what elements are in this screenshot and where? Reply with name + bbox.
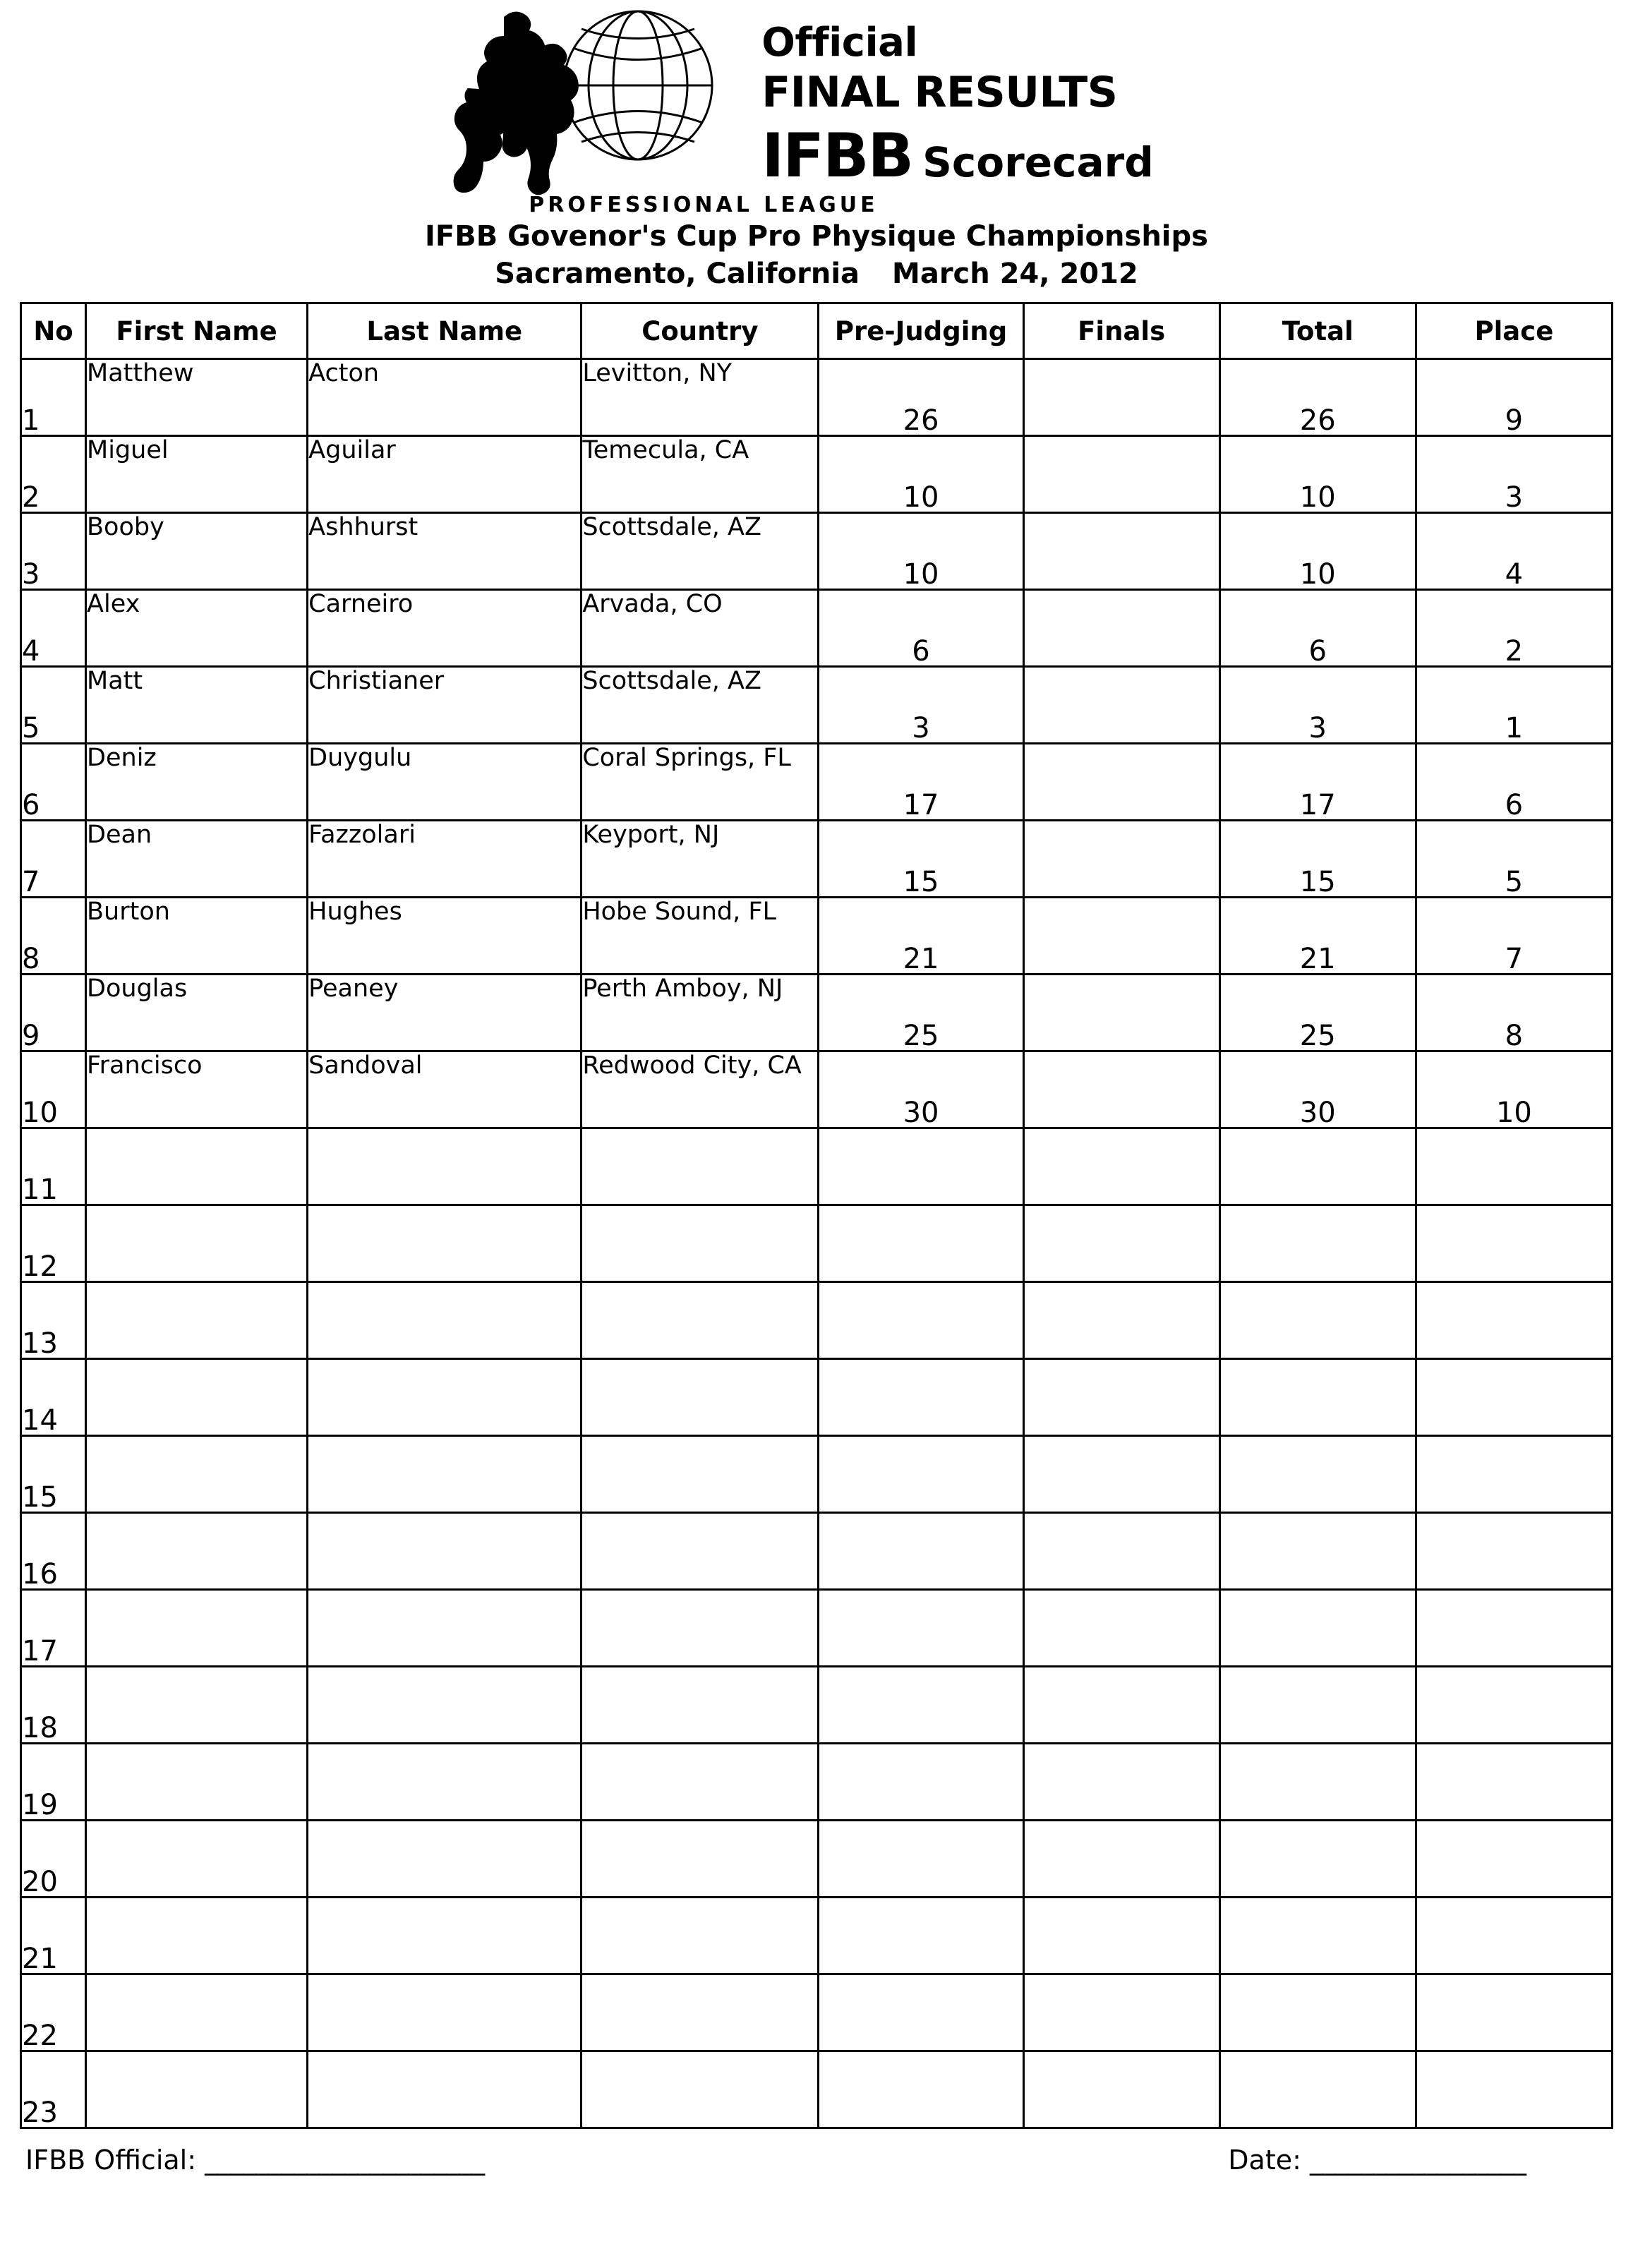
cell-no[interactable]: 7	[21, 821, 86, 898]
official-text: Official	[761, 20, 918, 66]
ifbb-logo-icon	[437, 4, 754, 237]
cell-country[interactable]	[582, 1128, 819, 1205]
cell-country[interactable]	[582, 1821, 819, 1898]
cell-pre-judging[interactable]	[819, 1898, 1023, 1974]
cell-country[interactable]: Hobe Sound, FL	[582, 898, 819, 975]
cell-last-name[interactable]	[308, 1513, 582, 1590]
date-rule: _________________	[1310, 2145, 1526, 2176]
cell-country[interactable]: Redwood City, CA	[582, 1051, 819, 1128]
cell-last-name[interactable]: Duygulu	[308, 744, 582, 821]
cell-place[interactable]	[1416, 1667, 1612, 1744]
cell-total[interactable]: 10	[1219, 513, 1416, 590]
cell-finals[interactable]	[1023, 1282, 1219, 1359]
cell-pre-judging[interactable]: 6	[819, 590, 1023, 667]
cell-first-name[interactable]	[86, 1667, 308, 1744]
cell-last-name[interactable]	[308, 1205, 582, 1282]
cell-place[interactable]: 3	[1416, 436, 1612, 513]
cell-place[interactable]: 7	[1416, 898, 1612, 975]
cell-finals[interactable]	[1023, 1051, 1219, 1128]
cell-place[interactable]	[1416, 1821, 1612, 1898]
table-row[interactable]	[21, 1821, 1613, 1898]
official-signature-field[interactable]	[25, 2145, 484, 2176]
ifbb-logo-block	[437, 4, 1153, 237]
cell-first-name[interactable]	[86, 2051, 308, 2128]
cell-place[interactable]	[1416, 1974, 1612, 2051]
cell-last-name[interactable]: Christianer	[308, 667, 582, 744]
cell-finals[interactable]	[1023, 359, 1219, 436]
official-label: IFBB Official:	[25, 2145, 197, 2176]
cell-finals[interactable]	[1023, 436, 1219, 513]
cell-no[interactable]: 23	[21, 2051, 86, 2128]
cell-place[interactable]	[1416, 1205, 1612, 1282]
cell-finals[interactable]	[1023, 744, 1219, 821]
cell-place[interactable]: 4	[1416, 513, 1612, 590]
cell-country[interactable]	[582, 1513, 819, 1590]
cell-finals[interactable]	[1023, 1667, 1219, 1744]
cell-no[interactable]: 5	[21, 667, 86, 744]
cell-pre-judging[interactable]: 3	[819, 667, 1023, 744]
cell-country[interactable]: Keyport, NJ	[582, 821, 819, 898]
table-row[interactable]	[21, 436, 1613, 513]
table-row[interactable]	[21, 590, 1613, 667]
cell-finals[interactable]	[1023, 1744, 1219, 1821]
cell-total[interactable]	[1219, 1744, 1416, 1821]
cell-first-name[interactable]	[86, 1974, 308, 2051]
cell-place[interactable]: 10	[1416, 1051, 1612, 1128]
cell-no[interactable]: 16	[21, 1513, 86, 1590]
cell-country[interactable]	[582, 1359, 819, 1436]
cell-finals[interactable]	[1023, 667, 1219, 744]
column-header-total: Total	[1219, 303, 1416, 359]
cell-place[interactable]: 8	[1416, 975, 1612, 1051]
cell-finals[interactable]	[1023, 975, 1219, 1051]
cell-no[interactable]: 17	[21, 1590, 86, 1667]
cell-first-name[interactable]: Deniz	[86, 744, 308, 821]
cell-last-name[interactable]	[308, 1974, 582, 2051]
cell-total[interactable]: 25	[1219, 975, 1416, 1051]
results-table	[20, 302, 1613, 2129]
cell-country[interactable]	[582, 1898, 819, 1974]
cell-last-name[interactable]	[308, 1667, 582, 1744]
cell-finals[interactable]	[1023, 590, 1219, 667]
cell-pre-judging[interactable]: 10	[819, 436, 1023, 513]
cell-last-name[interactable]	[308, 1282, 582, 1359]
cell-pre-judging[interactable]	[819, 1205, 1023, 1282]
cell-place[interactable]: 2	[1416, 590, 1612, 667]
cell-no[interactable]: 19	[21, 1744, 86, 1821]
cell-total[interactable]	[1219, 1205, 1416, 1282]
cell-country[interactable]: Scottsdale, AZ	[582, 513, 819, 590]
cell-finals[interactable]	[1023, 1590, 1219, 1667]
cell-last-name[interactable]	[308, 1821, 582, 1898]
cell-first-name[interactable]: Burton	[86, 898, 308, 975]
column-header-first: First Name	[86, 303, 308, 359]
cell-total[interactable]	[1219, 1128, 1416, 1205]
cell-place[interactable]	[1416, 1436, 1612, 1513]
cell-pre-judging[interactable]	[819, 1821, 1023, 1898]
cell-first-name[interactable]: Douglas	[86, 975, 308, 1051]
cell-last-name[interactable]: Sandoval	[308, 1051, 582, 1128]
cell-last-name[interactable]: Hughes	[308, 898, 582, 975]
cell-no[interactable]: 3	[21, 513, 86, 590]
cell-pre-judging[interactable]	[819, 1667, 1023, 1744]
cell-pre-judging[interactable]	[819, 1513, 1023, 1590]
cell-country[interactable]	[582, 1436, 819, 1513]
cell-total[interactable]: 15	[1219, 821, 1416, 898]
cell-first-name[interactable]	[86, 1744, 308, 1821]
cell-no[interactable]: 1	[21, 359, 86, 436]
table-row[interactable]	[21, 898, 1613, 975]
cell-finals[interactable]	[1023, 1205, 1219, 1282]
cell-total[interactable]	[1219, 1898, 1416, 1974]
cell-first-name[interactable]: Francisco	[86, 1051, 308, 1128]
cell-finals[interactable]	[1023, 513, 1219, 590]
cell-no[interactable]: 2	[21, 436, 86, 513]
cell-total[interactable]	[1219, 1282, 1416, 1359]
cell-total[interactable]	[1219, 1513, 1416, 1590]
cell-country[interactable]	[582, 1974, 819, 2051]
column-header-finals: Finals	[1023, 303, 1219, 359]
cell-no[interactable]: 11	[21, 1128, 86, 1205]
event-location-date	[20, 256, 1613, 292]
cell-first-name[interactable]	[86, 1898, 308, 1974]
cell-pre-judging[interactable]	[819, 1128, 1023, 1205]
cell-pre-judging[interactable]: 17	[819, 744, 1023, 821]
cell-first-name[interactable]	[86, 1436, 308, 1513]
cell-last-name[interactable]	[308, 1898, 582, 1974]
cell-total[interactable]	[1219, 2051, 1416, 2128]
scorecard-text: Scorecard	[922, 138, 1154, 187]
cell-first-name[interactable]: Dean	[86, 821, 308, 898]
cell-total[interactable]: 21	[1219, 898, 1416, 975]
official-signature-rule: ______________________	[205, 2145, 485, 2176]
professional-league-text: PROFESSIONAL LEAGUE	[529, 193, 879, 217]
cell-last-name[interactable]	[308, 1590, 582, 1667]
cell-last-name[interactable]	[308, 2051, 582, 2128]
event-title: IFBB Govenor's Cup Pro Physique Championships	[425, 220, 1208, 253]
cell-no[interactable]: 22	[21, 1974, 86, 2051]
cell-country[interactable]	[582, 1744, 819, 1821]
table-row[interactable]	[21, 744, 1613, 821]
cell-pre-judging[interactable]: 25	[819, 975, 1023, 1051]
cell-first-name[interactable]	[86, 1821, 308, 1898]
column-header-no: No	[21, 303, 86, 359]
cell-total[interactable]: 30	[1219, 1051, 1416, 1128]
cell-no[interactable]: 13	[21, 1282, 86, 1359]
signature-footer	[20, 2145, 1613, 2176]
cell-pre-judging[interactable]: 30	[819, 1051, 1023, 1128]
cell-finals[interactable]	[1023, 1513, 1219, 1590]
cell-pre-judging[interactable]: 26	[819, 359, 1023, 436]
cell-no[interactable]: 15	[21, 1436, 86, 1513]
table-row[interactable]	[21, 975, 1613, 1051]
cell-place[interactable]: 9	[1416, 359, 1612, 436]
table-row[interactable]	[21, 1282, 1613, 1359]
table-row[interactable]	[21, 1974, 1613, 2051]
table-row[interactable]	[21, 1898, 1613, 1974]
cell-country[interactable]: Perth Amboy, NJ	[582, 975, 819, 1051]
cell-first-name[interactable]: Alex	[86, 590, 308, 667]
table-row[interactable]	[21, 821, 1613, 898]
cell-country[interactable]: Temecula, CA	[582, 436, 819, 513]
cell-last-name[interactable]: Carneiro	[308, 590, 582, 667]
logo-wordmark	[529, 4, 1154, 217]
table-row[interactable]	[21, 667, 1613, 744]
final-results-text: FINAL RESULTS	[761, 68, 1118, 118]
cell-finals[interactable]	[1023, 1359, 1219, 1436]
cell-pre-judging[interactable]: 10	[819, 513, 1023, 590]
cell-total[interactable]	[1219, 1590, 1416, 1667]
cell-last-name[interactable]: Fazzolari	[308, 821, 582, 898]
cell-pre-judging[interactable]	[819, 1974, 1023, 2051]
cell-total[interactable]: 26	[1219, 359, 1416, 436]
table-row[interactable]	[21, 1436, 1613, 1513]
cell-no[interactable]: 14	[21, 1359, 86, 1436]
cell-place[interactable]: 5	[1416, 821, 1612, 898]
cell-place[interactable]: 1	[1416, 667, 1612, 744]
cell-finals[interactable]	[1023, 1974, 1219, 2051]
cell-place[interactable]	[1416, 1128, 1612, 1205]
cell-last-name[interactable]: Aguilar	[308, 436, 582, 513]
cell-pre-judging[interactable]: 21	[819, 898, 1023, 975]
cell-total[interactable]	[1219, 1436, 1416, 1513]
cell-first-name[interactable]: Matthew	[86, 359, 308, 436]
cell-no[interactable]: 4	[21, 590, 86, 667]
cell-no[interactable]: 12	[21, 1205, 86, 1282]
cell-total[interactable]	[1219, 1821, 1416, 1898]
cell-place[interactable]	[1416, 1590, 1612, 1667]
cell-no[interactable]: 18	[21, 1667, 86, 1744]
table-row[interactable]	[21, 1667, 1613, 1744]
cell-no[interactable]: 20	[21, 1821, 86, 1898]
cell-country[interactable]: Levitton, NY	[582, 359, 819, 436]
cell-finals[interactable]	[1023, 898, 1219, 975]
table-row[interactable]	[21, 1205, 1613, 1282]
event-location: Sacramento, California	[495, 258, 860, 291]
cell-pre-judging[interactable]	[819, 1282, 1023, 1359]
cell-place[interactable]: 6	[1416, 744, 1612, 821]
cell-last-name[interactable]	[308, 1359, 582, 1436]
cell-no[interactable]: 10	[21, 1051, 86, 1128]
table-header-row	[21, 303, 1613, 359]
ifbb-wordmark: IFBB	[761, 121, 913, 192]
cell-no[interactable]: 9	[21, 975, 86, 1051]
cell-no[interactable]: 21	[21, 1898, 86, 1974]
cell-place[interactable]	[1416, 2051, 1612, 2128]
page-header	[20, 0, 1613, 247]
table-row[interactable]	[21, 1359, 1613, 1436]
cell-first-name[interactable]: Matt	[86, 667, 308, 744]
cell-total[interactable]: 3	[1219, 667, 1416, 744]
cell-place[interactable]	[1416, 1744, 1612, 1821]
cell-place[interactable]	[1416, 1282, 1612, 1359]
date-field[interactable]	[1228, 2145, 1610, 2176]
date-label: Date:	[1228, 2145, 1301, 2176]
cell-last-name[interactable]: Peaney	[308, 975, 582, 1051]
ifbb-scorecard-line	[761, 121, 1153, 191]
cell-finals[interactable]	[1023, 1128, 1219, 1205]
cell-total[interactable]	[1219, 1359, 1416, 1436]
cell-country[interactable]	[582, 1205, 819, 1282]
cell-finals[interactable]	[1023, 1436, 1219, 1513]
cell-finals[interactable]	[1023, 1898, 1219, 1974]
cell-pre-judging[interactable]	[819, 1744, 1023, 1821]
cell-pre-judging[interactable]	[819, 1359, 1023, 1436]
column-header-country: Country	[582, 303, 819, 359]
cell-first-name[interactable]	[86, 1513, 308, 1590]
cell-place[interactable]	[1416, 1898, 1612, 1974]
cell-no[interactable]: 8	[21, 898, 86, 975]
table-row[interactable]	[21, 2051, 1613, 2128]
cell-country[interactable]	[582, 1282, 819, 1359]
cell-pre-judging[interactable]: 15	[819, 821, 1023, 898]
cell-country[interactable]	[582, 2051, 819, 2128]
cell-country[interactable]	[582, 1590, 819, 1667]
table-body	[21, 359, 1613, 2128]
cell-total[interactable]: 6	[1219, 590, 1416, 667]
cell-first-name[interactable]: Miguel	[86, 436, 308, 513]
cell-first-name[interactable]: Booby	[86, 513, 308, 590]
cell-first-name[interactable]	[86, 1128, 308, 1205]
cell-pre-judging[interactable]	[819, 1436, 1023, 1513]
cell-total[interactable]	[1219, 1974, 1416, 2051]
cell-no[interactable]: 6	[21, 744, 86, 821]
table-row[interactable]	[21, 1744, 1613, 1821]
cell-total[interactable]: 10	[1219, 436, 1416, 513]
cell-country[interactable]	[582, 1667, 819, 1744]
cell-place[interactable]	[1416, 1359, 1612, 1436]
cell-country[interactable]: Scottsdale, AZ	[582, 667, 819, 744]
cell-finals[interactable]	[1023, 1821, 1219, 1898]
cell-last-name[interactable]	[308, 1128, 582, 1205]
cell-first-name[interactable]	[86, 1282, 308, 1359]
table-row[interactable]	[21, 1051, 1613, 1128]
cell-total[interactable]: 17	[1219, 744, 1416, 821]
cell-pre-judging[interactable]	[819, 1590, 1023, 1667]
cell-last-name[interactable]	[308, 1436, 582, 1513]
column-header-pre: Pre-Judging	[819, 303, 1023, 359]
cell-finals[interactable]	[1023, 2051, 1219, 2128]
cell-last-name[interactable]	[308, 1744, 582, 1821]
cell-country[interactable]: Coral Springs, FL	[582, 744, 819, 821]
table-row[interactable]	[21, 1513, 1613, 1590]
table-row[interactable]	[21, 1128, 1613, 1205]
column-header-place: Place	[1416, 303, 1612, 359]
event-date: March 24, 2012	[892, 258, 1138, 291]
column-header-last: Last Name	[308, 303, 582, 359]
table-row[interactable]	[21, 359, 1613, 436]
cell-country[interactable]: Arvada, CO	[582, 590, 819, 667]
cell-pre-judging[interactable]	[819, 2051, 1023, 2128]
cell-finals[interactable]	[1023, 821, 1219, 898]
cell-first-name[interactable]	[86, 1205, 308, 1282]
cell-last-name[interactable]: Ashhurst	[308, 513, 582, 590]
cell-place[interactable]	[1416, 1513, 1612, 1590]
table-row[interactable]	[21, 513, 1613, 590]
cell-first-name[interactable]	[86, 1359, 308, 1436]
cell-last-name[interactable]: Acton	[308, 359, 582, 436]
cell-total[interactable]	[1219, 1667, 1416, 1744]
table-row[interactable]	[21, 1590, 1613, 1667]
cell-first-name[interactable]	[86, 1590, 308, 1667]
